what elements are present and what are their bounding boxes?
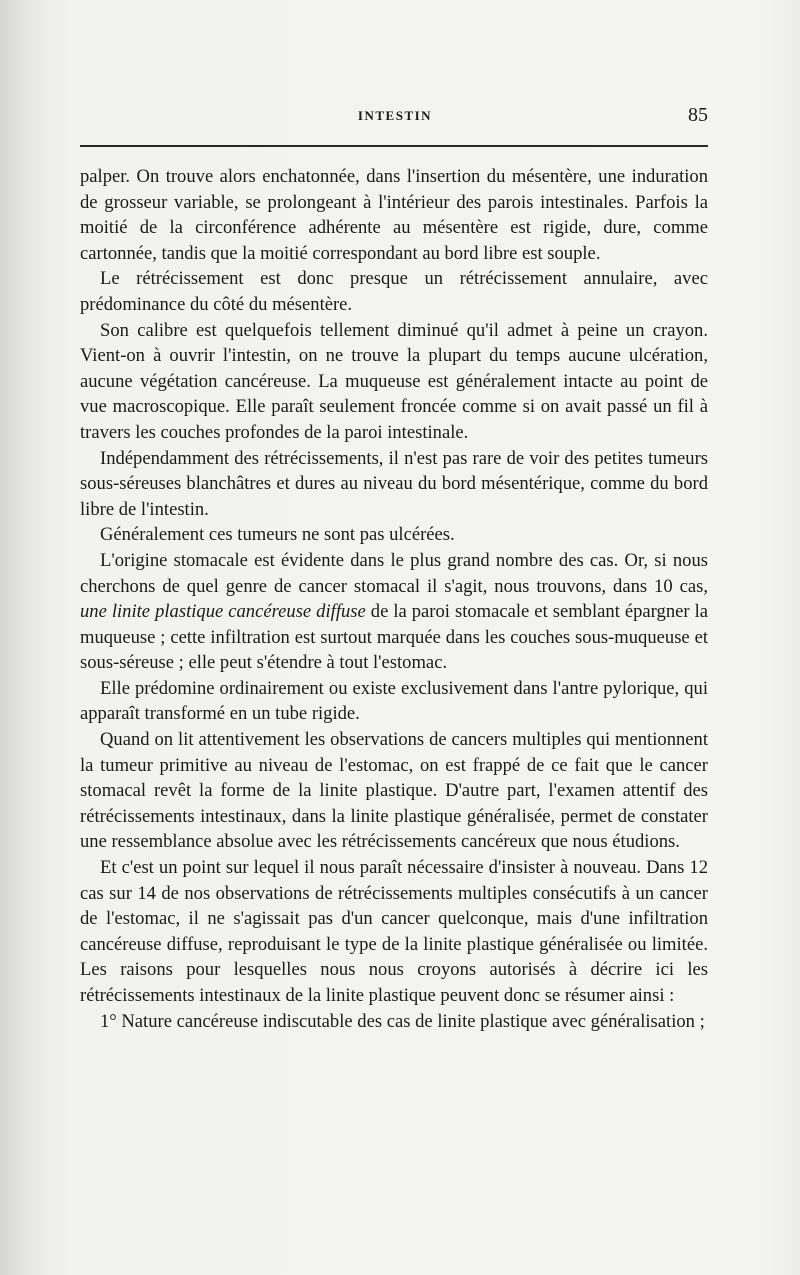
- paragraph-5: Généralement ces tumeurs ne sont pas ulcérées.: [100, 524, 455, 546]
- paragraph-2: Le rétrécissement est donc presque un rétrécissement annulaire, avec prédominance du côté du mésentère.: [80, 268, 708, 315]
- paragraph-6-before: L'origine stomacale est évidente dans le plus grand nombre des cas. Or, si nous cherchons de quel genre de cancer stomacal il s'agit, nous trouvons, dans 10 cas,: [80, 549, 708, 597]
- paragraph-6-emphasis: une linite plastique cancéreuse diffuse: [80, 601, 366, 623]
- paragraph-8: Quand on lit attentivement les observations de cancers multiples qui mentionnent la tumeur primitive au niveau de l'estomac, on est frappé de ce fait que le cancer stomacal revêt la forme de la linite plastique. D'autre part, l'examen attentif des rétrécissements intestinaux, dans la linite plastique généralisée, permet de constater une ressemblance absolue avec les rétrécissements cancéreux que nous étudions.: [80, 729, 708, 853]
- header-rule: [80, 145, 708, 147]
- running-title: INTESTIN: [357, 108, 433, 123]
- paragraph-6: [80, 548, 708, 676]
- body-text: [80, 164, 708, 1034]
- page-number: 85: [688, 104, 708, 126]
- paragraph-9: Et c'est un point sur lequel il nous paraît nécessaire d'insister à nouveau. Dans 12 cas sur 14 de nos observations de rétrécissements multiples consécutifs à un cancer de l'estomac, il ne s'agissait pas d'un cancer quelconque, mais d'une infiltration cancéreuse diffuse, reproduisant le type de la linite plastique généralisée ou limitée. Les raisons pour lesquelles nous nous croyons autorisés à décrire ici les rétrécissements intestinaux de la linite plastique peuvent donc se résumer ainsi :: [80, 857, 708, 1006]
- page-header: [80, 104, 710, 134]
- paragraph-10: 1° Nature cancéreuse indiscutable des cas de linite plastique avec généralisation ;: [100, 1010, 705, 1032]
- paragraph-4: Indépendamment des rétrécissements, il n'est pas rare de voir des petites tumeurs sous-séreuses blanchâtres et dures au niveau du bord mésentérique, comme du bord libre de l'intestin.: [80, 447, 708, 520]
- paragraph-1: palper. On trouve alors enchatonnée, dans l'insertion du mésentère, une induration de grosseur variable, se prolongeant à l'intérieur des parois intestinales. Parfois la moitié de la circonférence adhérente au mésentère est rigide, dure, comme cartonnée, tandis que la moitié correspondant au bord libre est souple.: [80, 166, 708, 264]
- paragraph-7: Elle prédomine ordinairement ou existe exclusivement dans l'antre pylorique, qui apparaît transformé en un tube rigide.: [80, 677, 708, 725]
- paragraph-3: Son calibre est quelquefois tellement diminué qu'il admet à peine un crayon. Vient-on à ouvrir l'intestin, on ne trouve la plupart du temps aucune ulcération, aucune végétation cancéreuse. La muqueuse est généralement intacte au point de vue macroscopique. Elle paraît seulement froncée comme si on avait passé un fil à travers les couches profondes de la paroi intestinale.: [80, 319, 708, 443]
- paragraph-6-after: de la paroi stomacale et semblant épargner la muqueuse ; cette infiltration est surtout marquée dans les couches sous-muqueuse et sous-séreuse ; elle peut s'étendre à tout l'estomac.: [80, 601, 708, 674]
